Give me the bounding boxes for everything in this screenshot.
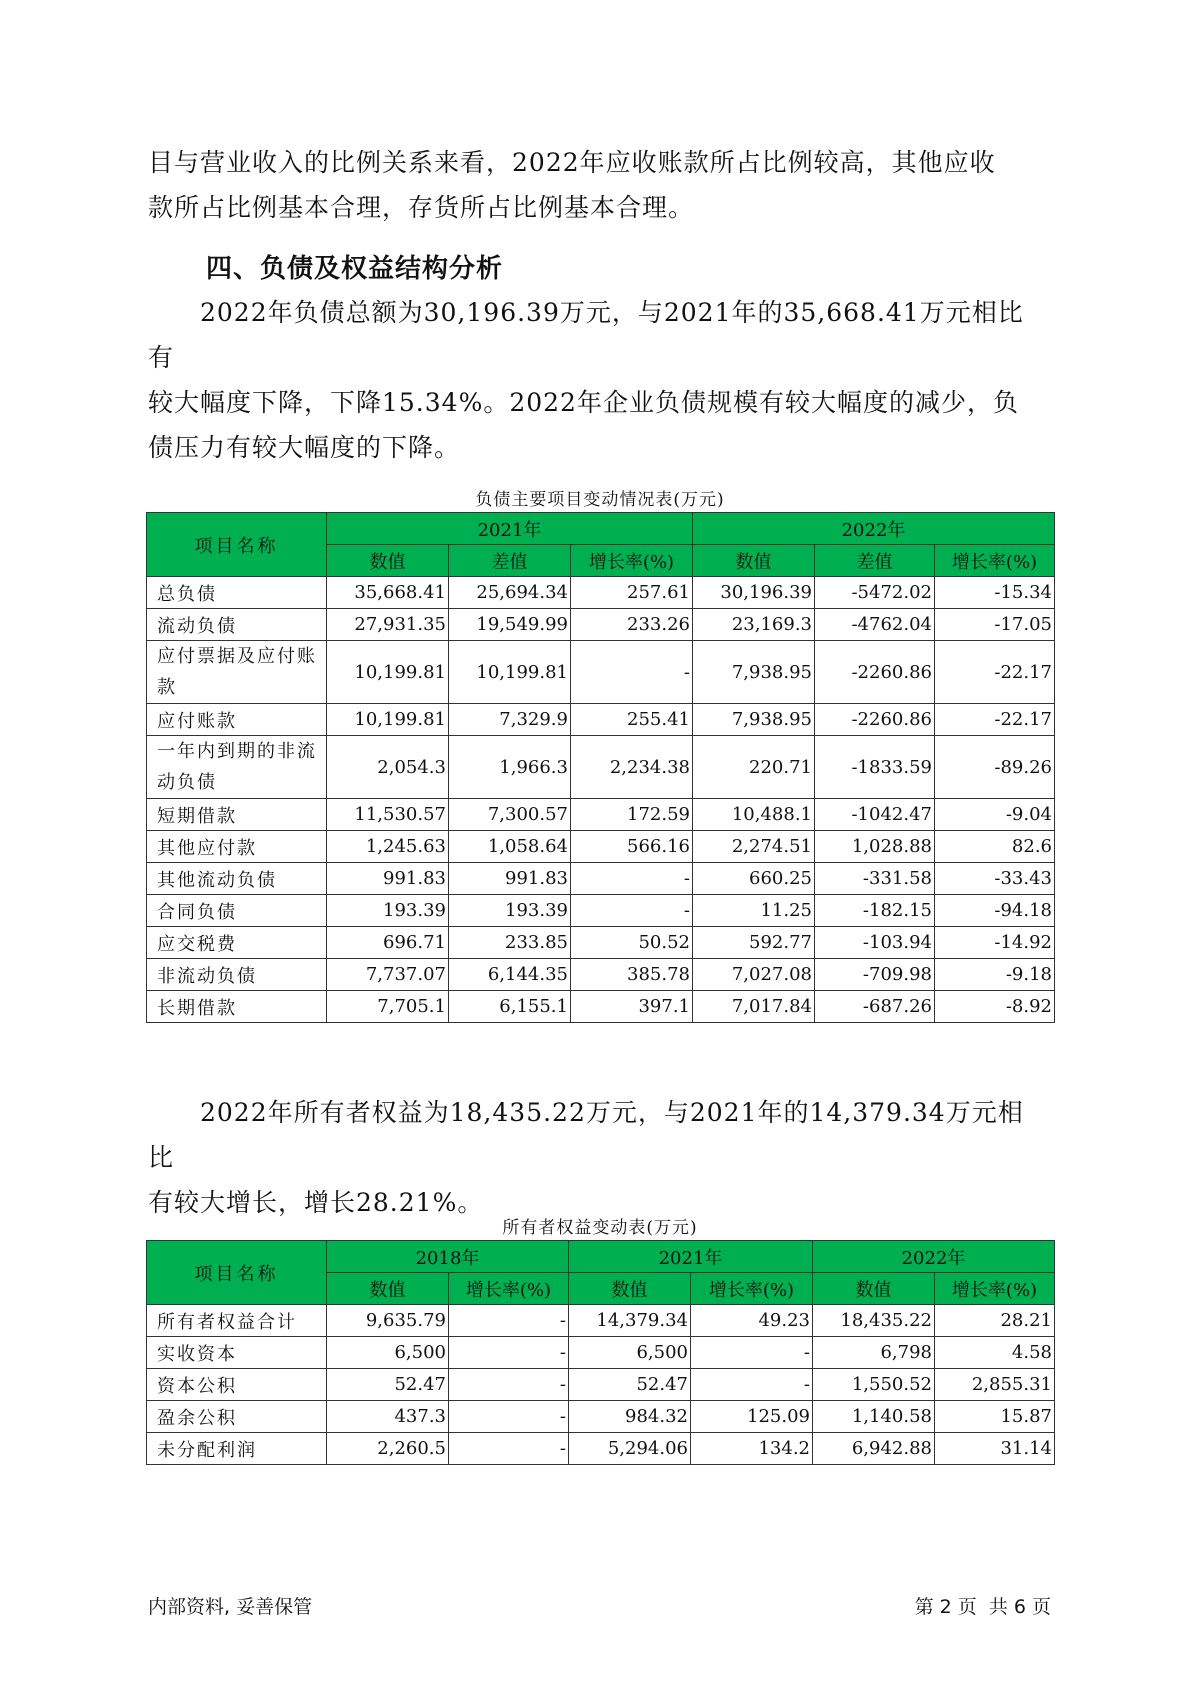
table-cell: - — [691, 1337, 813, 1369]
table-cell: 385.78 — [571, 959, 693, 991]
row-label: 总负债 — [147, 577, 327, 609]
row-label: 非流动负债 — [147, 959, 327, 991]
table-cell: 257.61 — [571, 577, 693, 609]
table-cell: 566.16 — [571, 831, 693, 863]
table-row — [147, 1337, 1055, 1369]
table-row — [147, 991, 1055, 1023]
table-header-year: 2018年 — [327, 1241, 569, 1273]
table-cell: 660.25 — [693, 863, 815, 895]
row-label: 应付票据及应付账款 — [147, 641, 327, 704]
table-cell: -4762.04 — [815, 609, 935, 641]
table-cell: 10,199.81 — [327, 641, 449, 704]
table-row — [147, 641, 1055, 704]
table-cell: -2260.86 — [815, 704, 935, 736]
row-label: 流动负债 — [147, 609, 327, 641]
table-cell: 30,196.39 — [693, 577, 815, 609]
table-cell: - — [449, 1401, 569, 1433]
table-cell: - — [571, 641, 693, 704]
table-cell: 233.85 — [449, 927, 571, 959]
table-row — [147, 1433, 1055, 1465]
table-row — [147, 1369, 1055, 1401]
table-cell: 7,017.84 — [693, 991, 815, 1023]
table-cell: -709.98 — [815, 959, 935, 991]
table-cell: -103.94 — [815, 927, 935, 959]
table-header-name: 项目名称 — [147, 1241, 327, 1305]
table-cell: 172.59 — [571, 799, 693, 831]
table-cell: 10,199.81 — [449, 641, 571, 704]
table-row — [147, 927, 1055, 959]
table-cell: 82.6 — [935, 831, 1055, 863]
equity-table — [146, 1240, 1055, 1465]
table-row — [147, 959, 1055, 991]
table-cell: 1,966.3 — [449, 736, 571, 799]
table-cell: 984.32 — [569, 1401, 691, 1433]
table-cell: 6,500 — [569, 1337, 691, 1369]
table-header-year: 2021年 — [569, 1241, 813, 1273]
table-cell: 52.47 — [569, 1369, 691, 1401]
table-cell: 1,140.58 — [813, 1401, 935, 1433]
table-cell: - — [449, 1305, 569, 1337]
table-subheader: 数值 — [813, 1273, 935, 1305]
table-subheader: 增长率(%) — [571, 545, 693, 577]
table-row — [147, 704, 1055, 736]
table-cell: 134.2 — [691, 1433, 813, 1465]
intro-paragraph — [148, 140, 1048, 230]
table-cell: 18,435.22 — [813, 1305, 935, 1337]
table-cell: 6,942.88 — [813, 1433, 935, 1465]
table-subheader: 数值 — [693, 545, 815, 577]
table-cell: 50.52 — [571, 927, 693, 959]
row-label: 所有者权益合计 — [147, 1305, 327, 1337]
row-label: 长期借款 — [147, 991, 327, 1023]
intro-line-2: 款所占比例基本合理，存货所占比例基本合理。 — [148, 193, 695, 222]
table-header-year: 2022年 — [813, 1241, 1055, 1273]
table-cell: 1,550.52 — [813, 1369, 935, 1401]
table-subheader: 差值 — [815, 545, 935, 577]
table-header-year: 2021年 — [327, 513, 693, 545]
footer-note: 内部资料, 妥善保管 — [148, 1596, 313, 1618]
row-label: 一年内到期的非流动负债 — [147, 736, 327, 799]
table-cell: 7,027.08 — [693, 959, 815, 991]
table-subheader: 数值 — [327, 1273, 449, 1305]
table-cell: -22.17 — [935, 704, 1055, 736]
table-cell: 9,635.79 — [327, 1305, 449, 1337]
table-subheader: 增长率(%) — [935, 1273, 1055, 1305]
table-row — [147, 863, 1055, 895]
row-label: 合同负债 — [147, 895, 327, 927]
table-cell: 125.09 — [691, 1401, 813, 1433]
equity-line-2: 有较大增长，增长28.21%。 — [148, 1188, 484, 1217]
table-cell: 2,274.51 — [693, 831, 815, 863]
table-cell: - — [571, 895, 693, 927]
table-row — [147, 1305, 1055, 1337]
table-cell: 7,938.95 — [693, 704, 815, 736]
table-subheader: 增长率(%) — [691, 1273, 813, 1305]
table-cell: -94.18 — [935, 895, 1055, 927]
table-cell: - — [691, 1369, 813, 1401]
table-cell: 11.25 — [693, 895, 815, 927]
table-cell: -33.43 — [935, 863, 1055, 895]
table-cell: 2,054.3 — [327, 736, 449, 799]
intro-line-1: 目与营业收入的比例关系来看，2022年应收账款所占比例较高，其他应收 — [148, 148, 996, 177]
equity-table-caption: 所有者权益变动表(万元) — [502, 1218, 698, 1238]
table-cell: - — [449, 1433, 569, 1465]
row-label: 短期借款 — [147, 799, 327, 831]
row-label: 资本公积 — [147, 1369, 327, 1401]
table-subheader: 数值 — [327, 545, 449, 577]
table-row — [147, 609, 1055, 641]
row-label: 未分配利润 — [147, 1433, 327, 1465]
row-label: 其他应付款 — [147, 831, 327, 863]
table-cell: 193.39 — [327, 895, 449, 927]
liability-line-3: 债压力有较大幅度的下降。 — [148, 433, 461, 462]
table-cell: -17.05 — [935, 609, 1055, 641]
table-cell: -9.04 — [935, 799, 1055, 831]
table-cell: 7,329.9 — [449, 704, 571, 736]
section-heading: 四、负债及权益结构分析 — [206, 254, 504, 284]
table-cell: 2,260.5 — [327, 1433, 449, 1465]
liability-table — [146, 512, 1055, 1023]
table-cell: 35,668.41 — [327, 577, 449, 609]
table-cell: 233.26 — [571, 609, 693, 641]
row-label: 应交税费 — [147, 927, 327, 959]
table-cell: 7,737.07 — [327, 959, 449, 991]
table-cell: -9.18 — [935, 959, 1055, 991]
table-cell: 2,855.31 — [935, 1369, 1055, 1401]
table-cell: -1042.47 — [815, 799, 935, 831]
table-cell: 19,549.99 — [449, 609, 571, 641]
table-cell: 11,530.57 — [327, 799, 449, 831]
equity-paragraph — [148, 1090, 1048, 1225]
liability-paragraph — [148, 290, 1048, 470]
table-cell: 14,379.34 — [569, 1305, 691, 1337]
table-cell: 10,199.81 — [327, 704, 449, 736]
equity-line-1: 2022年所有者权益为18,435.22万元，与2021年的14,379.34万元相比 — [148, 1098, 1024, 1172]
table-cell: -1833.59 — [815, 736, 935, 799]
table-cell: -8.92 — [935, 991, 1055, 1023]
table-cell: -89.26 — [935, 736, 1055, 799]
table-cell: 6,798 — [813, 1337, 935, 1369]
row-label: 实收资本 — [147, 1337, 327, 1369]
table-cell: 23,169.3 — [693, 609, 815, 641]
table-cell: 255.41 — [571, 704, 693, 736]
table-cell: 991.83 — [327, 863, 449, 895]
table-cell: 397.1 — [571, 991, 693, 1023]
table-cell: 25,694.34 — [449, 577, 571, 609]
table-cell: 6,500 — [327, 1337, 449, 1369]
table-subheader: 差值 — [449, 545, 571, 577]
table-cell: 49.23 — [691, 1305, 813, 1337]
table-cell: 220.71 — [693, 736, 815, 799]
table-subheader: 增长率(%) — [449, 1273, 569, 1305]
table-cell: 31.14 — [935, 1433, 1055, 1465]
table-cell: -22.17 — [935, 641, 1055, 704]
table-header-year: 2022年 — [693, 513, 1055, 545]
table-cell: 5,294.06 — [569, 1433, 691, 1465]
table-cell: 15.87 — [935, 1401, 1055, 1433]
table-cell: 7,938.95 — [693, 641, 815, 704]
table-cell: 28.21 — [935, 1305, 1055, 1337]
table-cell: - — [449, 1337, 569, 1369]
table-cell: 7,300.57 — [449, 799, 571, 831]
table-cell: 4.58 — [935, 1337, 1055, 1369]
table-cell: -182.15 — [815, 895, 935, 927]
table-cell: -331.58 — [815, 863, 935, 895]
page-number: 第 2 页 共 6 页 — [914, 1596, 1051, 1618]
table-cell: -5472.02 — [815, 577, 935, 609]
table-cell: 1,058.64 — [449, 831, 571, 863]
table-cell: 1,245.63 — [327, 831, 449, 863]
table-cell: -2260.86 — [815, 641, 935, 704]
table-cell: 7,705.1 — [327, 991, 449, 1023]
table-subheader: 增长率(%) — [935, 545, 1055, 577]
table-cell: 991.83 — [449, 863, 571, 895]
table-cell: 10,488.1 — [693, 799, 815, 831]
table-subheader: 数值 — [569, 1273, 691, 1305]
table-cell: 1,028.88 — [815, 831, 935, 863]
liability-line-1: 2022年负债总额为30,196.39万元，与2021年的35,668.41万元相比有 — [148, 298, 1024, 372]
table-cell: 696.71 — [327, 927, 449, 959]
row-label: 应付账款 — [147, 704, 327, 736]
table-cell: 193.39 — [449, 895, 571, 927]
table-cell: 6,155.1 — [449, 991, 571, 1023]
table-row — [147, 895, 1055, 927]
table-row — [147, 736, 1055, 799]
row-label: 其他流动负债 — [147, 863, 327, 895]
table-cell: 2,234.38 — [571, 736, 693, 799]
table-cell: 437.3 — [327, 1401, 449, 1433]
liability-line-2: 较大幅度下降，下降15.34%。2022年企业负债规模有较大幅度的减少，负 — [148, 388, 1019, 417]
table-cell: 6,144.35 — [449, 959, 571, 991]
table-cell: - — [571, 863, 693, 895]
table-cell: - — [449, 1369, 569, 1401]
table-row — [147, 1401, 1055, 1433]
table-row — [147, 799, 1055, 831]
table-cell: -14.92 — [935, 927, 1055, 959]
table-cell: -15.34 — [935, 577, 1055, 609]
table-header-name: 项目名称 — [147, 513, 327, 577]
table-cell: 592.77 — [693, 927, 815, 959]
table-cell: -687.26 — [815, 991, 935, 1023]
table-cell: 52.47 — [327, 1369, 449, 1401]
liability-table-caption: 负债主要项目变动情况表(万元) — [475, 490, 725, 510]
table-cell: 27,931.35 — [327, 609, 449, 641]
table-row — [147, 831, 1055, 863]
row-label: 盈余公积 — [147, 1401, 327, 1433]
table-row — [147, 577, 1055, 609]
